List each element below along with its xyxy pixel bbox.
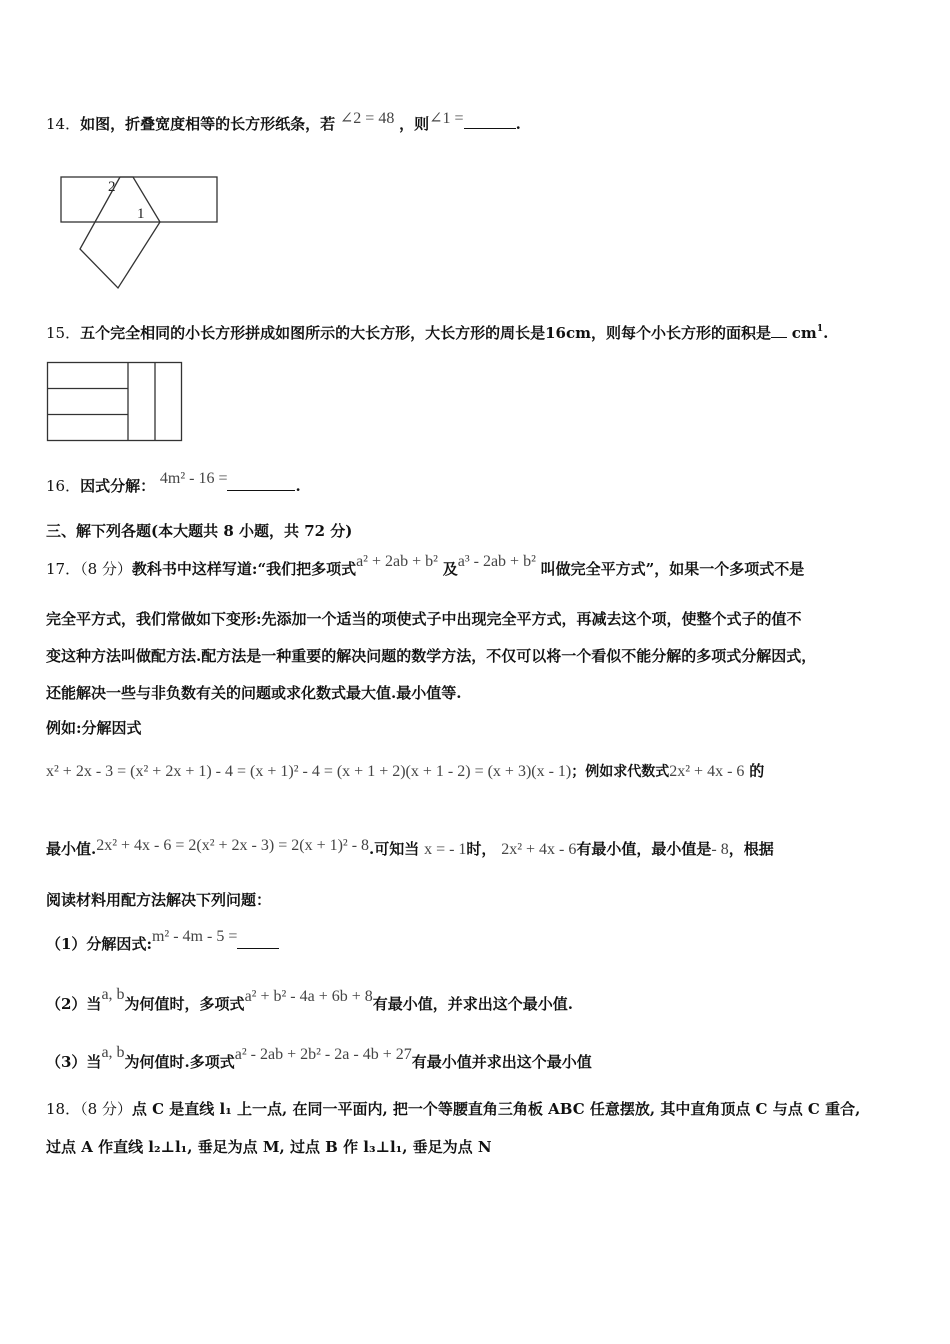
question-17-intro <box>46 553 805 581</box>
question-number: 17． <box>46 560 81 578</box>
angle-1-expression: ∠1 = <box>429 110 464 127</box>
unit-exponent: 1 <box>816 324 824 334</box>
part-3-variables: a, b <box>101 1044 125 1061</box>
question-18 <box>46 1098 860 1120</box>
part-2 <box>46 986 573 1016</box>
question-text: 有最小值，最小值是 <box>576 840 712 858</box>
answer-blank[interactable] <box>771 337 787 338</box>
minimum-polynomial: 2x² + 4x - 6 <box>501 841 577 858</box>
question-17-line: 阅读材料用配方法解决下列问题： <box>46 891 272 909</box>
question-text: ，根据 <box>728 840 774 858</box>
question-text: 有最小值并求出这个最小值 <box>411 1053 592 1071</box>
question-number: 16． <box>46 477 81 495</box>
question-text: 的 <box>749 762 765 780</box>
question-text: 如图，折叠宽度相等的长方形纸条，若 <box>80 115 336 133</box>
question-text: 最小值. <box>46 840 97 858</box>
answer-blank[interactable] <box>464 128 516 129</box>
minimum-line <box>46 838 774 861</box>
folded-part <box>80 177 160 288</box>
part-label: （1）分解因式: <box>46 935 152 953</box>
example-polynomial: 2x² + 4x - 6 <box>669 763 745 780</box>
period: . <box>515 115 521 133</box>
part-1 <box>46 928 279 956</box>
question-17-line: 完全平方式，我们常做如下变形:先添加一个适当的项使式子中出现完全平方式，再减去这个项，使整个式子的值不 <box>46 610 802 628</box>
question-17-line: 变这种方法叫做配方法.配方法是一种重要的解决问题的数学方法，不仅可以将一个看似不能分解的多项式分解因式， <box>46 647 817 665</box>
factor-expression: 4m² - 16 = <box>159 470 228 487</box>
question-text: ，则每个小长方形的面积是 <box>591 324 772 342</box>
polynomial-2: a³ - 2ab + b² <box>457 553 536 570</box>
example-expression: x² + 2x - 3 = (x² + 2x + 1) - 4 = (x + 1)² - 4 = (x + 1 + 2)(x + 1 - 2) = (x + 3)(x - 1) <box>46 763 572 780</box>
question-text: 及 <box>442 560 458 578</box>
question-text: .可知当 <box>369 840 420 858</box>
big-rectangle <box>48 363 182 441</box>
perimeter-value: 16cm <box>545 324 591 342</box>
question-14 <box>46 110 521 136</box>
period: . <box>295 477 301 495</box>
section-heading: 三、解下列各题(本大题共 8 小题，共 72 分) <box>46 522 353 540</box>
question-text: 因式分解： <box>80 477 156 495</box>
part-1-expression: m² - 4m - 5 = <box>151 928 238 945</box>
question-text: 时， <box>466 840 497 858</box>
polynomial-1: a² + 2ab + b² <box>356 553 438 570</box>
question-16 <box>46 470 301 498</box>
question-text: 教科书中这样写道:“我们把多项式 <box>131 560 357 578</box>
period: . <box>823 324 829 342</box>
question-18-line: 过点 A 作直线 l₂⊥l₁, 垂足为点 M, 过点 B 作 l₃⊥l₁, 垂足为点 N <box>46 1138 492 1156</box>
question-text: 为何值时.多项式 <box>124 1053 235 1071</box>
angle-2-label: 2 <box>108 179 116 195</box>
example-line <box>46 760 764 783</box>
unit: cm <box>791 324 817 342</box>
question-text: ，则 <box>399 115 430 133</box>
points: （8 分） <box>80 1100 132 1118</box>
part-3-expression: a² - 2ab + 2b² - 2a - 4b + 27 <box>234 1046 412 1063</box>
part-2-variables: a, b <box>101 986 125 1003</box>
example-label: 例如:分解因式 <box>46 719 142 737</box>
folded-strip-figure <box>58 172 222 294</box>
answer-blank[interactable] <box>227 490 295 491</box>
question-15 <box>46 318 828 344</box>
question-text: ；例如求代数式 <box>571 764 670 780</box>
question-number: 18． <box>46 1100 81 1118</box>
part-2-expression: a² + b² - 4a + 6b + 8 <box>244 988 373 1005</box>
question-text: 为何值时，多项式 <box>124 995 245 1013</box>
answer-blank[interactable] <box>237 948 279 949</box>
question-17-line: 还能解决一些与非负数有关的问题或求化数式最大值.最小值等. <box>46 684 462 702</box>
angle-1-label: 1 <box>137 206 145 222</box>
question-text: 五个完全相同的小长方形拼成如图所示的大长方形，大长方形的周长是 <box>80 324 546 342</box>
question-text: 叫做完全平方式”，如果一个多项式不是 <box>540 560 805 578</box>
question-text: 点 C 是直线 l₁ 上一点, 在同一平面内, 把一个等腰直角三角板 ABC 任意摆放, 其中直角顶点 C 与点 C 重合, <box>131 1100 861 1118</box>
part-3 <box>46 1044 592 1074</box>
angle-2-expression: ∠2 = 48 <box>339 110 395 127</box>
part-label: （2）当 <box>46 995 102 1013</box>
minimum-value: - 8 <box>711 841 729 858</box>
minimum-expression: 2x² + 4x - 6 = 2(x² + 2x - 3) = 2(x + 1)² - 8 <box>96 837 370 854</box>
part-label: （3）当 <box>46 1053 102 1071</box>
x-value: x = - 1 <box>424 841 467 858</box>
points: （8 分） <box>80 560 132 578</box>
question-number: 15． <box>46 324 81 342</box>
rectangles-figure <box>46 361 184 443</box>
question-text: 有最小值，并求出这个最小值. <box>372 995 573 1013</box>
question-number: 14． <box>46 115 81 133</box>
